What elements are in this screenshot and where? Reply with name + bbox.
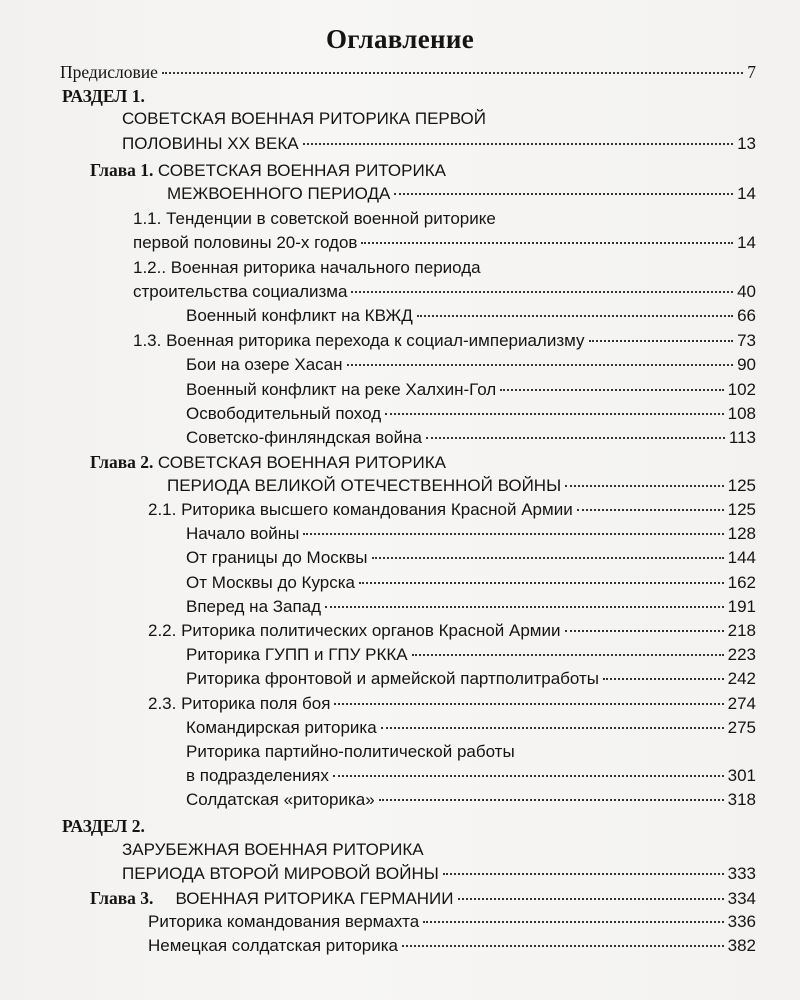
page-number: 318 [727, 790, 756, 809]
dot-leader [361, 241, 733, 244]
entry-text: От Москвы до Курска [186, 573, 355, 592]
dot-leader [412, 653, 724, 656]
dot-leader [334, 702, 723, 705]
entry-text: Бои на озере Хасан [186, 355, 343, 374]
page-number: 90 [737, 355, 756, 374]
page-number: 14 [737, 233, 756, 252]
page-number: 301 [727, 766, 756, 785]
page-number: 128 [727, 524, 756, 543]
toc-entry [186, 353, 756, 377]
toc-entry [148, 934, 756, 958]
chapter-label: Глава 3. [90, 888, 154, 908]
dot-leader [603, 677, 724, 680]
entry-text: строительства социализма [133, 282, 348, 301]
dot-leader [500, 388, 723, 391]
toc-entry [148, 498, 756, 522]
page-number: 7 [747, 62, 756, 82]
chapter-label: Глава 2. [90, 452, 154, 472]
entry-text: Командирская риторика [186, 718, 377, 737]
entry-text: Предисловие [60, 62, 158, 82]
entry-text: Советско-финляндская война [186, 428, 422, 447]
page-number: 108 [727, 404, 756, 423]
toc-entry [133, 329, 756, 353]
entry-text: 1.1. Тенденции в советской военной риторике [133, 209, 496, 228]
section-title: ЗАРУБЕЖНАЯ ВОЕННАЯ РИТОРИКА [122, 840, 424, 859]
entry-text: 2.1. Риторика высшего командования Красной Армии [148, 500, 573, 519]
page-number: 218 [727, 621, 756, 640]
toc-entry [186, 522, 756, 546]
toc-entry [186, 426, 756, 450]
toc-entry [186, 716, 756, 740]
toc-entry [122, 132, 756, 156]
toc-entry [122, 862, 756, 886]
entry-text: Риторика ГУПП и ГПУ РККА [186, 645, 408, 664]
toc-entry [186, 378, 756, 402]
page-number: 102 [727, 380, 756, 399]
page-number: 125 [727, 476, 756, 495]
toc-entry [167, 474, 756, 498]
toc-entry [186, 546, 756, 570]
page-title: Оглавление [326, 24, 474, 54]
page-number: 336 [727, 912, 756, 931]
toc-entry [186, 667, 756, 691]
entry-text: От границы до Москвы [186, 548, 368, 567]
toc-entry [186, 643, 756, 667]
dot-leader [423, 920, 723, 923]
entry-text: Риторика партийно-политической работы [186, 742, 515, 761]
page-number: 73 [737, 331, 756, 350]
dot-leader [565, 629, 724, 632]
dot-leader [303, 532, 723, 535]
toc-entry [60, 60, 756, 84]
dot-leader [394, 192, 733, 195]
entry-text: Военный конфликт на КВЖД [186, 306, 413, 325]
page-number: 191 [727, 597, 756, 616]
toc-entry [90, 886, 756, 911]
dot-leader [379, 798, 724, 801]
entry-text: Военный конфликт на реке Халхин-Гол [186, 380, 497, 399]
page-number: 242 [727, 669, 756, 688]
chapter-title: СОВЕТСКАЯ ВОЕННАЯ РИТОРИКА [157, 453, 446, 472]
dot-leader [333, 774, 724, 777]
page-number: 144 [727, 548, 756, 567]
entry-text: Солдатская «риторика» [186, 790, 375, 809]
dot-leader [443, 872, 724, 875]
entry-text: Освободительный поход [186, 404, 382, 423]
toc-entry [186, 595, 756, 619]
entry-text: ПЕРИОДА ВЕЛИКОЙ ОТЕЧЕСТВЕННОЙ ВОЙНЫ [167, 476, 562, 495]
chapter-title: ВОЕННАЯ РИТОРИКА ГЕРМАНИИ [175, 889, 454, 908]
page-number: 113 [728, 428, 756, 447]
toc-entry [133, 231, 756, 255]
chapter-heading [90, 450, 446, 475]
page-number: 274 [727, 694, 756, 713]
entry-text: ПОЛОВИНЫ XX ВЕКА [122, 134, 299, 153]
toc-entry [148, 692, 756, 716]
page-number: 333 [727, 864, 756, 883]
page-number: 40 [737, 282, 756, 301]
dot-leader [381, 726, 724, 729]
page-number: 14 [737, 184, 756, 203]
page-number: 382 [727, 936, 756, 955]
toc-entry [186, 402, 756, 426]
entry-text: МЕЖВОЕННОГО ПЕРИОДА [167, 184, 391, 203]
toc-entry [186, 571, 756, 595]
toc-entry [148, 910, 756, 934]
toc-entry [186, 764, 756, 788]
entry-text: Вперед на Запад [186, 597, 322, 616]
dot-leader [589, 339, 734, 342]
toc-entry [186, 304, 756, 328]
entry-text: первой половины 20-х годов [133, 233, 358, 252]
chapter-heading [90, 158, 446, 183]
entry-text: 1.2.. Военная риторика начального периода [133, 258, 481, 277]
page-number: 334 [727, 889, 756, 908]
section-heading: РАЗДЕЛ 2. [62, 816, 145, 836]
dot-leader [303, 142, 734, 145]
dot-leader [347, 363, 734, 366]
chapter-title: СОВЕТСКАЯ ВОЕННАЯ РИТОРИКА [157, 161, 446, 180]
entry-text: Риторика фронтовой и армейской партполитработы [186, 669, 599, 688]
dot-leader [426, 436, 725, 439]
dot-leader [458, 897, 724, 900]
dot-leader [359, 581, 724, 584]
entry-text: 1.3. Военная риторика перехода к социал-империализму [133, 331, 585, 350]
chapter-label: Глава 1. [90, 160, 154, 180]
entry-text: Немецкая солдатская риторика [148, 936, 399, 955]
dot-leader [565, 484, 724, 487]
entry-text: ПЕРИОДА ВТОРОЙ МИРОВОЙ ВОЙНЫ [122, 864, 439, 883]
toc-entry [186, 788, 756, 812]
section-title: СОВЕТСКАЯ ВОЕННАЯ РИТОРИКА ПЕРВОЙ [122, 109, 486, 128]
dot-leader [351, 290, 733, 293]
entry-text: Начало войны [186, 524, 300, 543]
entry-text: Риторика командования вермахта [148, 912, 420, 931]
toc-entry [148, 619, 756, 643]
dot-leader [402, 944, 724, 947]
page-number: 125 [727, 500, 756, 519]
dot-leader [325, 605, 724, 608]
dot-leader [577, 508, 724, 511]
dot-leader [417, 314, 733, 317]
dot-leader [162, 71, 743, 74]
dot-leader [372, 556, 724, 559]
entry-text: 2.3. Риторика поля боя [148, 694, 331, 713]
entry-text: 2.2. Риторика политических органов Красной Армии [148, 621, 561, 640]
page-number: 223 [727, 645, 756, 664]
page-number: 66 [737, 306, 756, 325]
section-heading: РАЗДЕЛ 1. [62, 86, 145, 106]
toc-entry [167, 182, 756, 206]
dot-leader [385, 412, 724, 415]
toc-entry [133, 280, 756, 304]
page-number: 13 [737, 134, 756, 153]
entry-text: в подразделениях [186, 766, 329, 785]
page-number: 275 [727, 718, 756, 737]
page-number: 162 [727, 573, 756, 592]
